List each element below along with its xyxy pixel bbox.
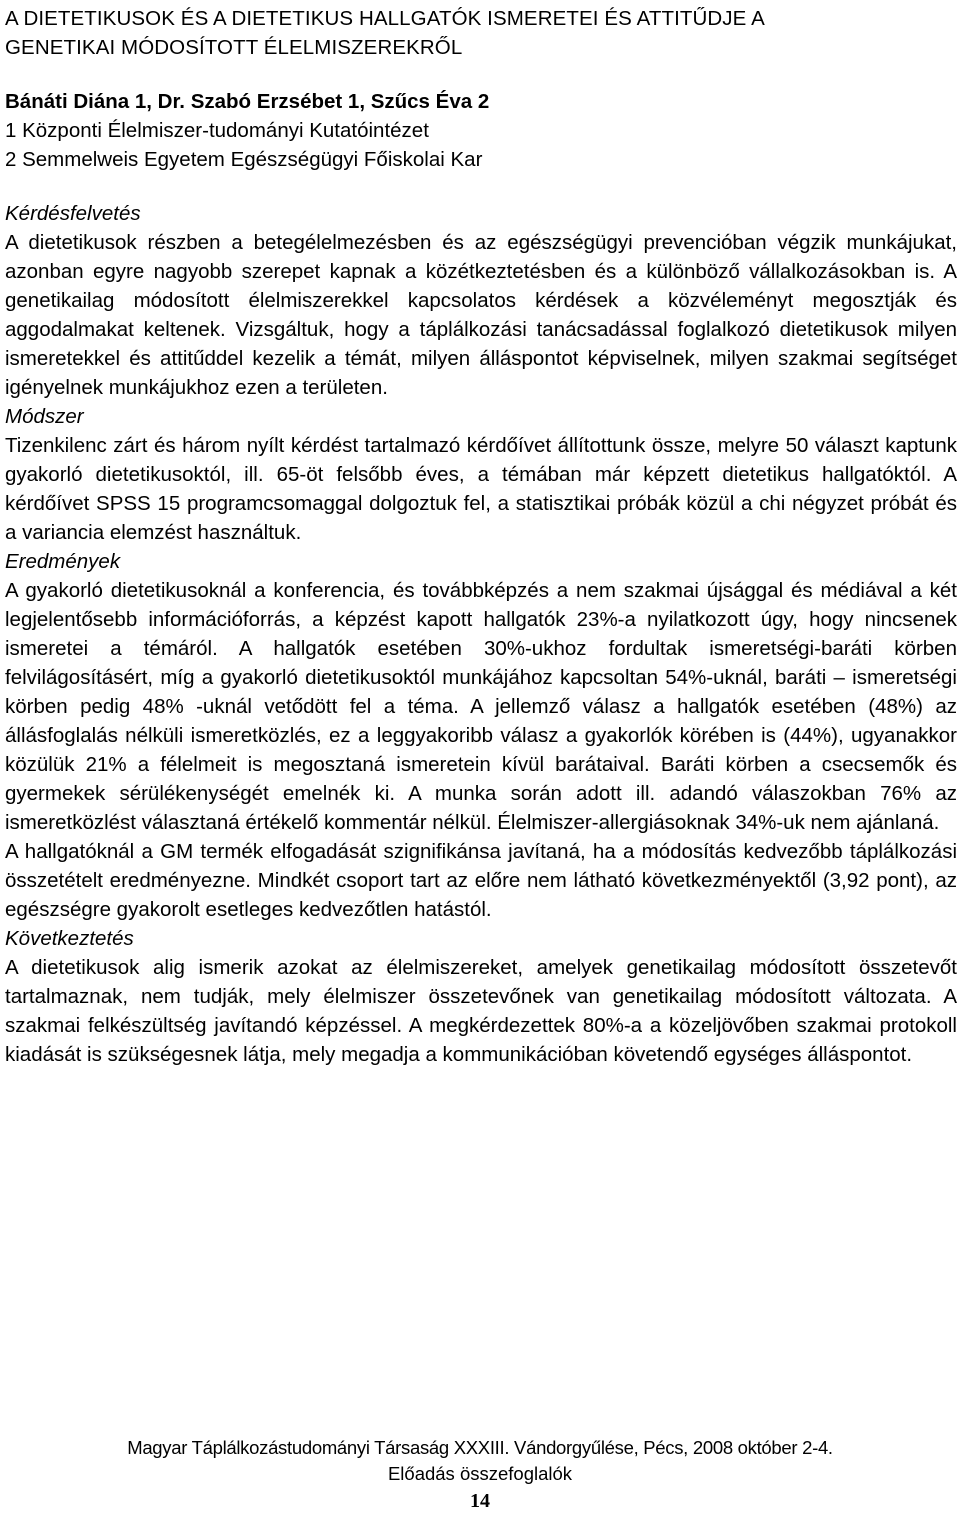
paper-title [5, 4, 957, 62]
section-heading-method: Módszer [5, 405, 84, 428]
section-heading-results: Eredmények [5, 550, 121, 573]
affiliation-2: 2 Semmelweis Egyetem Egészségügyi Főiskolai Kar [5, 148, 483, 171]
section-paragraph-question: A dietetikusok részben a betegélelmezésben és az egészségügyi prevencióban végzik munkájukat, azonban egyre nagyobb szerepet kapnak a közétkeztetésben és a különböző vállalkozásokban is. A genetikailag módosított élelmiszerekkel kapcsolatos kérdések a közvéleményt megosztják és aggodalmakat keltenek. Vizsgáltuk, hogy a táplálkozási tanácsadással foglalkozó dietetikusok milyen ismeretekkel és attitűddel kezelik a témát, milyen álláspontot képviselnek, milyen szakmai segítséget igényelnek munkájukhoz ezen a területen. [5, 231, 957, 399]
title-line-2: GENETIKAI MÓDOSÍTOTT ÉLELMISZEREKRŐL [5, 36, 463, 59]
authors-text: Bánáti Diána 1, Dr. Szabó Erzsébet 1, Szűcs Éva 2 [5, 90, 490, 113]
footer-subtitle: Előadás összefoglalók [387, 1463, 573, 1484]
document-page [5, 4, 957, 1069]
section-paragraph-method: Tizenkilenc zárt és három nyílt kérdést tartalmazó kérdőívet állítottunk össze, melyre 50 választ kaptunk gyakorló dietetikusoktól, ill. 65-öt felsőbb éves, a témában már képzett dietetikus hallgatóktól. A kérdőívet SPSS 15 programcsomaggal dolgoztuk fel, a statisztikai próbák közül a chi négyzet próbát és a variancia elemzést használtuk. [5, 434, 957, 544]
section-heading-conclusion: Következtetés [5, 927, 134, 950]
section-paragraph-conclusion: A dietetikusok alig ismerik azokat az élelmiszereket, amelyek genetikailag módosított összetevőt tartalmaznak, nem tudják, mely élelmiszer összetevőnek van genetikailag módosított változata. A szakmai felkészültség javítandó képzéssel. A megkérdezettek 80%-a a közeljövőben szakmai protokoll kiadását is szükségesnek látja, mely megadja a kommunikációban követendő egységes álláspontot. [5, 956, 957, 1066]
section-paragraph-results-2: A hallgatóknál a GM termék elfogadását szignifikánsa javítaná, ha a módosítás kedvezőbb táplálkozási összetételt eredményezne. Mindkét csoport tart az előre nem látható következményektől (3,92 pont), az egészségre gyakorolt esetleges kedvezőtlen hatástól. [5, 840, 957, 921]
affiliation-1: 1 Központi Élelmiszer-tudományi Kutatóintézet [5, 119, 429, 142]
title-line-1: A DIETETIKUSOK ÉS A DIETETIKUS HALLGATÓK ISMERETEI ÉS ATTITŰDJE A [5, 7, 765, 30]
section-paragraph-results-1: A gyakorló dietetikusoknál a konferencia, és továbbképzés a nem szakmai újsággal és médiával a két legjelentősebb információforrás, a képzést kapott hallgatók 23%-a nyilatkozott úgy, hogy nincsenek ismeretei a témáról. A hallgatók esetében 30%-ukhoz fordultak ismeretségi-baráti körben felvilágosításért, míg a gyakorló dietetikusoktól munkájához kapcsoltan 54%-uknál, baráti – ismeretségi körben pedig 48% -uknál vetődött fel a téma. A jellemző válasz a hallgatók esetében (48%) az állásfoglalás nélküli ismeretközlés, ez a leggyakoribb válasz a gyakorlók körében is (44%), ugyanakkor közülük 21% a félelmeit is megosztaná ismeretein kívül barátaival. Baráti körben a csecsemők és gyermekek sérülékenységét emelnék ki. A munka során adott ill. adandó válaszokban 76% az ismeretközlést választaná értékelő kommentár nélkül. Élelmiszer-allergiásoknak 34%-uk nem ajánlaná. [5, 579, 957, 834]
author-list [5, 87, 957, 116]
section-heading-question: Kérdésfelvetés [5, 202, 141, 225]
page-number: 14 [470, 1490, 490, 1512]
footer-conference: Magyar Táplálkozástudományi Társaság XXXIII. Vándorgyűlése, Pécs, 2008 október 2-4. [127, 1437, 833, 1458]
